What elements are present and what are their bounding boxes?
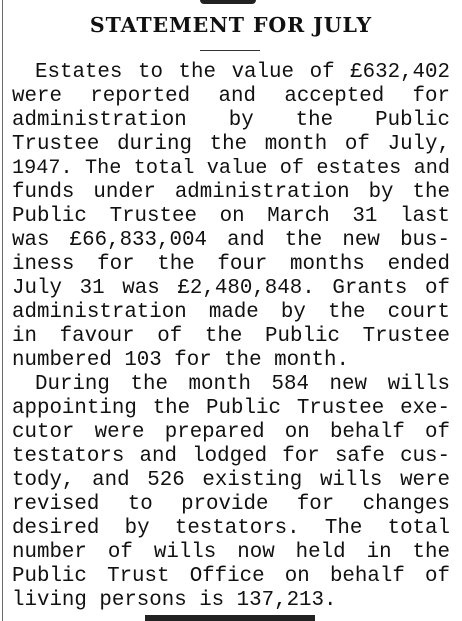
text-line: desired by testators. The total (12, 517, 450, 540)
text-line: During the month 584 new wills (35, 373, 450, 396)
text-line: were reported and accepted for (12, 85, 450, 108)
text-line: was £66,833,004 and the new bus- (12, 229, 450, 252)
headline: STATEMENT FOR JULY (89, 13, 373, 37)
headline-rule (200, 50, 260, 51)
text-line: administration made by the court (12, 301, 450, 324)
text-line: Trustee during the month of July, (12, 133, 450, 156)
text-line: funds under administration by the (12, 181, 450, 204)
text-line: Estates to the value of £632,402 (35, 61, 450, 84)
column-rule (2, 0, 3, 621)
text-line: number of wills now held in the (12, 541, 450, 564)
text-line: living persons is 137,213. (12, 589, 337, 612)
text-line: testators and lodged for safe cus- (12, 445, 450, 468)
text-line: Public Trustee on March 31 last (12, 205, 450, 228)
text-line: numbered 103 for the month. (12, 349, 349, 372)
bottom-ornament (145, 615, 315, 621)
text-line: 1947. The total value of estates and (12, 157, 450, 180)
text-line: iness for the four months ended (12, 253, 450, 276)
text-line: administration by the Public (12, 109, 450, 132)
text-line: Public Trust Office on behalf of (12, 565, 450, 588)
top-ornament (200, 0, 256, 4)
text-line: July 31 was £2,480,848. Grants of (12, 277, 450, 300)
text-line: cutor were prepared on behalf of (12, 421, 450, 444)
text-line: appointing the Public Trustee exe- (12, 397, 450, 420)
text-line: in favour of the Public Trustee (12, 325, 450, 348)
text-line: revised to provide for changes (12, 493, 450, 516)
text-line: tody, and 526 existing wills were (12, 469, 450, 492)
